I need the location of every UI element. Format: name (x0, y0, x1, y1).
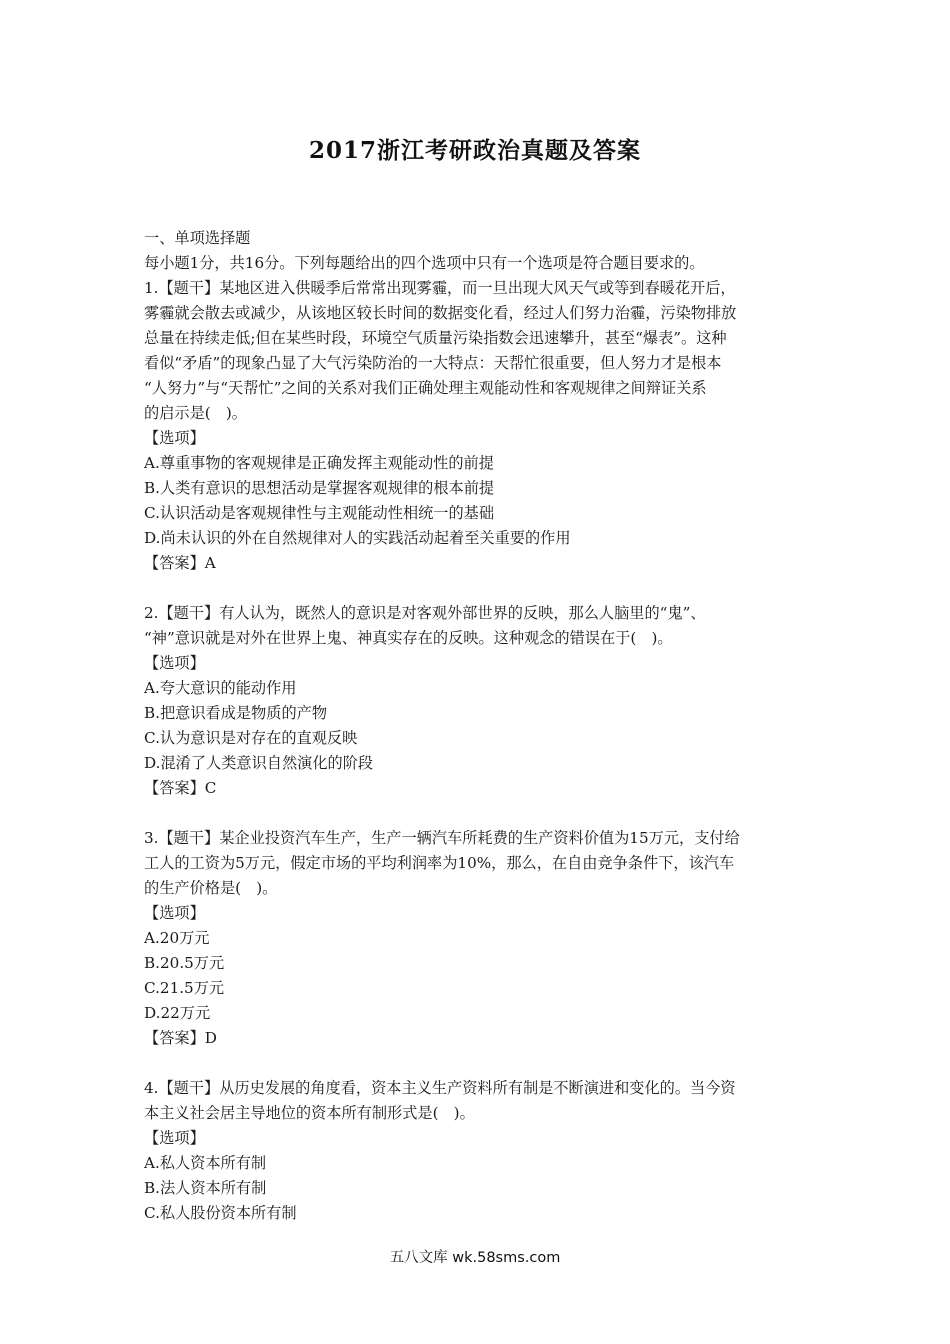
option-b: B.法人资本所有制 (144, 1179, 267, 1197)
option-a: A.夸大意识的能动作用 (144, 679, 297, 697)
question-stem-line: 本主义社会居主导地位的资本所有制形式是( )。 (144, 1104, 475, 1122)
page-title: 2017浙江考研政治真题及答案 (308, 137, 641, 164)
option-b: B.把意识看成是物质的产物 (144, 704, 328, 722)
option-a: A.私人资本所有制 (144, 1154, 267, 1172)
spacer (144, 576, 812, 601)
question-stem-line: 雾霾就会散去或减少，从该地区较长时间的数据变化看，经过人们努力治霾，污染物排放 (144, 304, 737, 322)
question-stem-line: 4.【题干】从历史发展的角度看，资本主义生产资料所有制是不断演进和变化的。当今资 (144, 1079, 736, 1097)
page-footer: 五八文库 wk.58sms.com (389, 1250, 561, 1266)
section-heading: 一、单项选择题 (144, 229, 251, 247)
option-c: C.认识活动是客观规律性与主观能动性相统一的基础 (144, 504, 495, 522)
question-stem-line: 1.【题干】某地区进入供暖季后常常出现雾霾，而一旦出现大风天气或等到春暖花开后， (144, 279, 736, 297)
option-c: C.私人股份资本所有制 (144, 1204, 297, 1222)
question-stem-line: 2.【题干】有人认为，既然人的意识是对客观外部世界的反映，那么人脑里的“鬼”、 (144, 604, 706, 622)
answer: 【答案】C (144, 779, 217, 797)
option-a: A.尊重事物的客观规律是正确发挥主观能动性的前提 (144, 454, 494, 472)
option-a: A.20万元 (144, 929, 210, 947)
options-label: 【选项】 (144, 904, 205, 922)
options-label: 【选项】 (144, 429, 205, 447)
question-stem-line: 的生产价格是( )。 (144, 879, 278, 897)
document-body (144, 226, 812, 1226)
options-label: 【选项】 (144, 654, 205, 672)
question-stem-line: 看似“矛盾”的现象凸显了大气污染防治的一大特点：天帮忙很重要，但人努力才是根本 (144, 354, 722, 372)
section-instruction: 每小题1分，共16分。下列每题给出的四个选项中只有一个选项是符合题目要求的。 (144, 254, 705, 272)
question-stem-line: 工人的工资为5万元，假定市场的平均利润率为10%，那么，在自由竞争条件下，该汽车 (144, 854, 735, 872)
question-stem-line: 的启示是( )。 (144, 404, 247, 422)
option-d: D.22万元 (144, 1004, 211, 1022)
question-1 (144, 276, 812, 576)
option-d: D.混淆了人类意识自然演化的阶段 (144, 754, 374, 772)
question-stem-line: 总量在持续走低;但在某些时段，环境空气质量污染指数会迅速攀升，甚至“爆表”。这种 (144, 329, 727, 347)
option-c: C.21.5万元 (144, 979, 225, 997)
option-b: B.20.5万元 (144, 954, 225, 972)
question-stem-line: “人努力”与“天帮忙”之间的关系对我们正确处理主观能动性和客观规律之间辩证关系 (144, 379, 707, 397)
option-d: D.尚未认识的外在自然规律对人的实践活动起着至关重要的作用 (144, 529, 571, 547)
question-3 (144, 826, 812, 1051)
options-label: 【选项】 (144, 1129, 205, 1147)
question-2 (144, 601, 812, 801)
question-4 (144, 1076, 812, 1226)
question-stem-line: “神”意识就是对外在世界上鬼、神真实存在的反映。这种观念的错误在于( )。 (144, 629, 673, 647)
option-c: C.认为意识是对存在的直观反映 (144, 729, 358, 747)
question-stem-line: 3.【题干】某企业投资汽车生产，生产一辆汽车所耗费的生产资料价值为15万元，支付给 (144, 829, 740, 847)
option-b: B.人类有意识的思想活动是掌握客观规律的根本前提 (144, 479, 495, 497)
spacer (144, 1051, 812, 1076)
spacer (144, 801, 812, 826)
answer: 【答案】A (144, 554, 216, 572)
answer: 【答案】D (144, 1029, 217, 1047)
